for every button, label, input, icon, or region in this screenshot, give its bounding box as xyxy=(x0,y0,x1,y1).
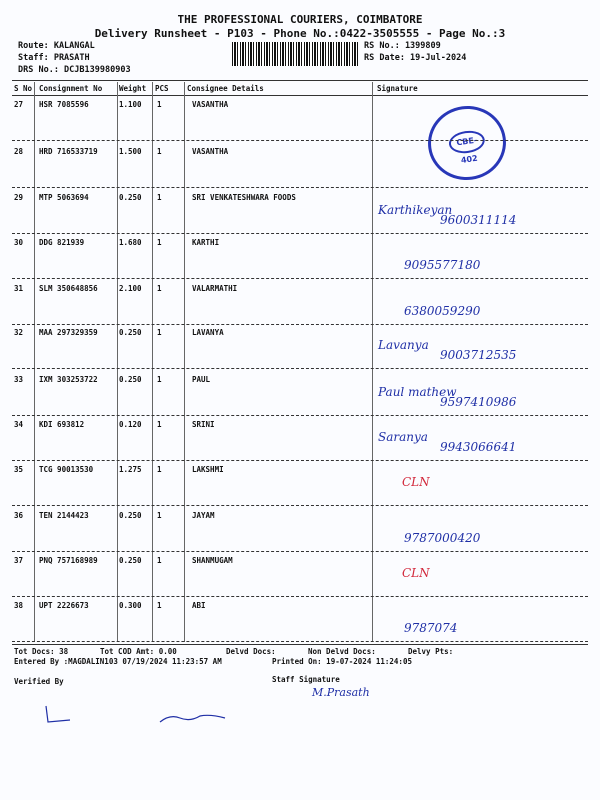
cell-consignment: HRD 716533719 xyxy=(39,147,98,156)
col-consignment: Consignment No xyxy=(39,84,103,93)
cell-consignment: KDI 693812 xyxy=(39,420,85,429)
row-divider xyxy=(12,278,588,279)
non-delivered-docs: Non Delvd Docs: xyxy=(308,647,376,656)
cell-weight: 0.250 xyxy=(119,375,142,384)
cell-consignee: VASANTHA xyxy=(192,100,229,109)
cell-sno: 27 xyxy=(14,100,24,109)
cell-sno: 31 xyxy=(14,284,24,293)
cell-sno: 28 xyxy=(14,147,24,156)
printed-on: Printed On: 19-07-2024 11:24:05 xyxy=(272,657,412,666)
cell-pcs: 1 xyxy=(157,238,162,247)
stamp-code: CBE-402 xyxy=(448,129,487,156)
delivery-points: Delvy Pts: xyxy=(408,647,454,656)
cell-weight: 0.250 xyxy=(119,511,142,520)
cell-consignment: MTP 5063694 xyxy=(39,193,89,202)
recipient-phone: 9787000420 xyxy=(404,531,481,545)
header-rule xyxy=(12,80,588,81)
recipient-phone: 9787074 xyxy=(404,621,458,635)
col-sno: S No xyxy=(14,84,33,93)
cell-consignment: UPT 2226673 xyxy=(39,601,89,610)
col-consignee: Consignee Details xyxy=(187,84,264,93)
route-label: Route: KALANGAL xyxy=(18,41,95,51)
cell-weight: 0.250 xyxy=(119,193,142,202)
row-divider xyxy=(12,551,588,552)
verified-by-label: Verified By xyxy=(14,677,64,686)
cell-weight: 1.500 xyxy=(119,147,142,156)
cell-consignment: PNQ 757168989 xyxy=(39,556,98,565)
barcode-image xyxy=(232,42,358,66)
recipient-phone: 9003712535 xyxy=(440,348,517,362)
drs-number: DRS No.: DCJB139980903 xyxy=(18,65,131,75)
cell-consignee: SHANMUGAM xyxy=(192,556,233,565)
delivered-docs: Delvd Docs: xyxy=(226,647,276,656)
header-rule-bottom xyxy=(12,95,588,96)
verifier-signature xyxy=(40,700,270,730)
cell-consignee: LAKSHMI xyxy=(192,465,224,474)
row-divider xyxy=(12,324,588,325)
cell-pcs: 1 xyxy=(157,193,162,202)
cell-sno: 36 xyxy=(14,511,24,520)
col-signature: Signature xyxy=(377,84,418,93)
col-pcs: PCS xyxy=(155,84,169,93)
row-divider xyxy=(12,641,588,642)
total-cod: Tot COD Amt: 0.00 xyxy=(100,647,177,656)
cell-weight: 1.680 xyxy=(119,238,142,247)
runsheet-subtitle: Delivery Runsheet - P103 - Phone No.:0422-3505555 - Page No.:3 xyxy=(94,27,506,40)
cell-consignee: VALARMATHI xyxy=(192,284,238,293)
recipient-signature: CLN xyxy=(402,566,430,580)
staff-signature-label: Staff Signature xyxy=(272,675,340,684)
recipient-phone: 9943066641 xyxy=(440,440,517,454)
cell-consignee: PAUL xyxy=(192,375,211,384)
row-divider xyxy=(12,460,588,461)
cell-consignee: JAYAM xyxy=(192,511,215,520)
row-divider xyxy=(12,415,588,416)
recipient-signature: Saranya xyxy=(378,430,428,444)
cell-consignment: DDG 821939 xyxy=(39,238,85,247)
row-divider xyxy=(12,368,588,369)
row-divider xyxy=(12,187,588,188)
cell-sno: 30 xyxy=(14,238,24,247)
cell-weight: 0.300 xyxy=(119,601,142,610)
row-divider xyxy=(12,505,588,506)
cell-pcs: 1 xyxy=(157,420,162,429)
cell-consignee: LAVANYA xyxy=(192,328,224,337)
cell-consignee: SRI VENKATESHWARA FOODS xyxy=(192,193,296,202)
cell-sno: 29 xyxy=(14,193,24,202)
recipient-phone: 9597410986 xyxy=(440,395,517,409)
col-divider xyxy=(34,82,35,642)
cell-consignment: SLM 350648856 xyxy=(39,284,98,293)
col-divider xyxy=(372,82,373,642)
cell-sno: 34 xyxy=(14,420,24,429)
cell-pcs: 1 xyxy=(157,328,162,337)
col-divider xyxy=(152,82,153,642)
recipient-phone: 9095577180 xyxy=(404,258,481,272)
cell-pcs: 1 xyxy=(157,556,162,565)
cell-weight: 0.250 xyxy=(119,556,142,565)
cell-consignee: ABI xyxy=(192,601,206,610)
cell-pcs: 1 xyxy=(157,465,162,474)
col-weight: Weight xyxy=(119,84,147,93)
cell-sno: 37 xyxy=(14,556,24,565)
recipient-signature: Lavanya xyxy=(378,338,429,352)
cell-consignee: VASANTHA xyxy=(192,147,229,156)
cell-sno: 38 xyxy=(14,601,24,610)
recipient-signature: Karthikeyan xyxy=(378,203,453,217)
staff-label: Staff: PRASATH xyxy=(18,53,90,63)
recipient-phone: 6380059290 xyxy=(404,304,481,318)
col-divider xyxy=(117,82,118,642)
cell-weight: 0.120 xyxy=(119,420,142,429)
company-stamp xyxy=(423,101,511,185)
cell-weight: 0.250 xyxy=(119,328,142,337)
entered-by: Entered By :MAGDALIN103 07/19/2024 11:23:57 AM xyxy=(14,657,222,666)
cell-pcs: 1 xyxy=(157,511,162,520)
cell-consignee: KARTHI xyxy=(192,238,220,247)
total-docs: Tot Docs: 38 xyxy=(14,647,69,656)
cell-sno: 33 xyxy=(14,375,24,384)
cell-consignee: SRINI xyxy=(192,420,215,429)
company-title: THE PROFESSIONAL COURIERS, COIMBATORE xyxy=(177,13,423,26)
row-divider xyxy=(12,233,588,234)
footer-rule xyxy=(12,644,588,645)
rs-number: RS No.: 1399809 xyxy=(364,41,441,51)
cell-weight: 1.275 xyxy=(119,465,142,474)
cell-consignment: IXM 303253722 xyxy=(39,375,98,384)
col-divider xyxy=(184,82,185,642)
cell-pcs: 1 xyxy=(157,601,162,610)
cell-pcs: 1 xyxy=(157,284,162,293)
cell-consignment: TCG 90013530 xyxy=(39,465,94,474)
cell-pcs: 1 xyxy=(157,375,162,384)
cell-consignment: TEN 2144423 xyxy=(39,511,89,520)
cell-sno: 35 xyxy=(14,465,24,474)
row-divider xyxy=(12,140,588,141)
recipient-phone: 9600311114 xyxy=(440,213,517,227)
cell-consignment: MAA 297329359 xyxy=(39,328,98,337)
cell-weight: 2.100 xyxy=(119,284,142,293)
recipient-signature: CLN xyxy=(402,475,430,489)
row-divider xyxy=(12,596,588,597)
rs-date: RS Date: 19-Jul-2024 xyxy=(364,53,467,63)
cell-sno: 32 xyxy=(14,328,24,337)
cell-pcs: 1 xyxy=(157,147,162,156)
staff-signature: M.Prasath xyxy=(312,686,370,699)
cell-pcs: 1 xyxy=(157,100,162,109)
recipient-signature: Paul mathew xyxy=(378,385,457,399)
cell-weight: 1.100 xyxy=(119,100,142,109)
cell-consignment: HSR 7085596 xyxy=(39,100,89,109)
